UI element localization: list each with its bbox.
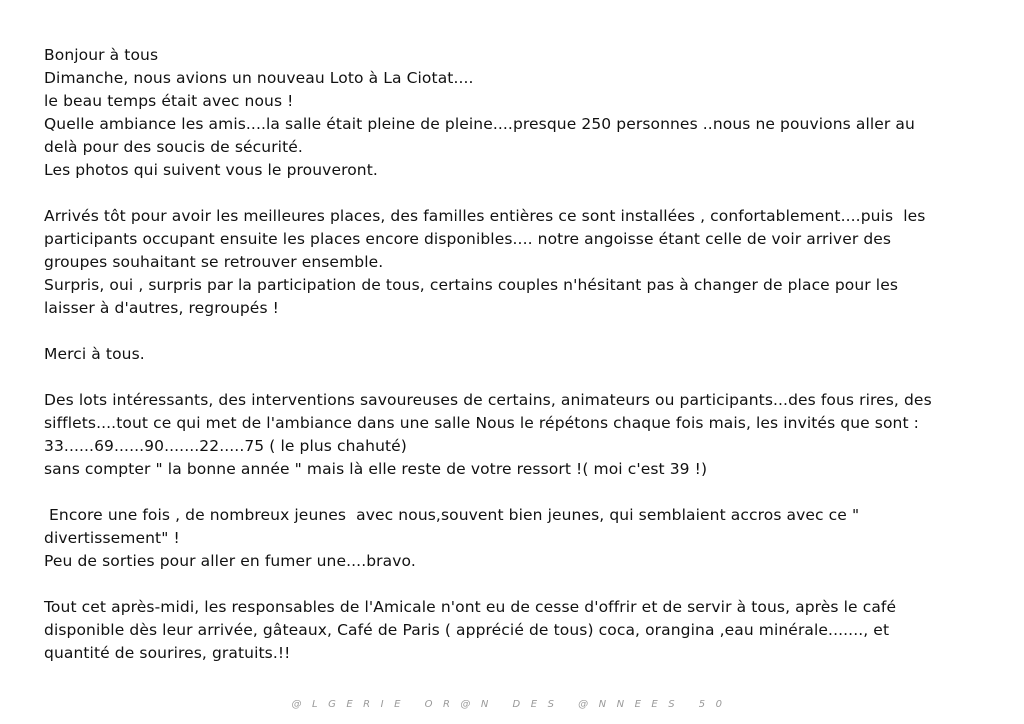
text-line: Dimanche, nous avions un nouveau Loto à La Ciotat....: [44, 69, 474, 87]
paragraph-spacer: [44, 320, 984, 343]
text-line: Bonjour à tous: [44, 46, 159, 64]
paragraph-spacer: [44, 182, 984, 205]
text-line: Surpris, oui , surpris par la participation de tous, certains couples n'hésitant pas à changer de place pour les: [44, 276, 899, 294]
text-line: groupes souhaitant se retrouver ensemble.: [44, 253, 384, 271]
text-line: Quelle ambiance les amis....la salle était pleine de pleine....presque 250 personnes ..nous ne pouvions aller au: [44, 115, 915, 133]
document-body: [44, 44, 984, 665]
text-line: Encore une fois , de nombreux jeunes avec nous,souvent bien jeunes, qui semblaient accros avec ce ": [44, 506, 860, 524]
text-line: Merci à tous.: [44, 345, 145, 363]
text-line: 33......69......90.......22.....75 ( le plus chahuté): [44, 437, 407, 455]
text-line: laisser à d'autres, regroupés !: [44, 299, 279, 317]
text-line: Tout cet après-midi, les responsables de l'Amicale n'ont eu de cesse d'offrir et de servir à tous, après le café: [44, 598, 897, 616]
paragraph-spacer: [44, 481, 984, 504]
text-line: Les photos qui suivent vous le prouveront.: [44, 161, 378, 179]
text-line: sifflets....tout ce qui met de l'ambiance dans une salle Nous le répétons chaque fois mais, les invités que sont :: [44, 414, 920, 432]
text-line: participants occupant ensuite les places encore disponibles.... notre angoisse étant celle de voir arriver des: [44, 230, 892, 248]
paragraph-spacer: [44, 573, 984, 596]
text-line: disponible dès leur arrivée, gâteaux, Café de Paris ( apprécié de tous) coca, orangina ,eau minérale......., et: [44, 621, 890, 639]
text-line: Arrivés tôt pour avoir les meilleures places, des familles entières ce sont installées , confortablement....puis les: [44, 207, 926, 225]
text-line: sans compter " la bonne année " mais là elle reste de votre ressort !( moi c'est 39 !): [44, 460, 708, 478]
text-line: Peu de sorties pour aller en fumer une....bravo.: [44, 552, 416, 570]
footer-watermark: @LGERIE OR@N DES @NNEES 50: [291, 699, 733, 710]
paragraph-thanks: [44, 343, 984, 366]
text-line: divertissement" !: [44, 529, 180, 547]
text-line: le beau temps était avec nous !: [44, 92, 294, 110]
text-line: Des lots intéressants, des interventions savoureuses de certains, animateurs ou participants...des fous rires, des: [44, 391, 932, 409]
paragraph-prizes: [44, 389, 984, 481]
text-line: quantité de sourires, gratuits.!!: [44, 644, 291, 662]
paragraph-youth: [44, 504, 984, 573]
paragraph-spacer: [44, 366, 984, 389]
paragraph-refreshments: [44, 596, 984, 665]
paragraph-arrivals: [44, 205, 984, 320]
text-line: delà pour des soucis de sécurité.: [44, 138, 303, 156]
paragraph-greeting: [44, 44, 984, 182]
